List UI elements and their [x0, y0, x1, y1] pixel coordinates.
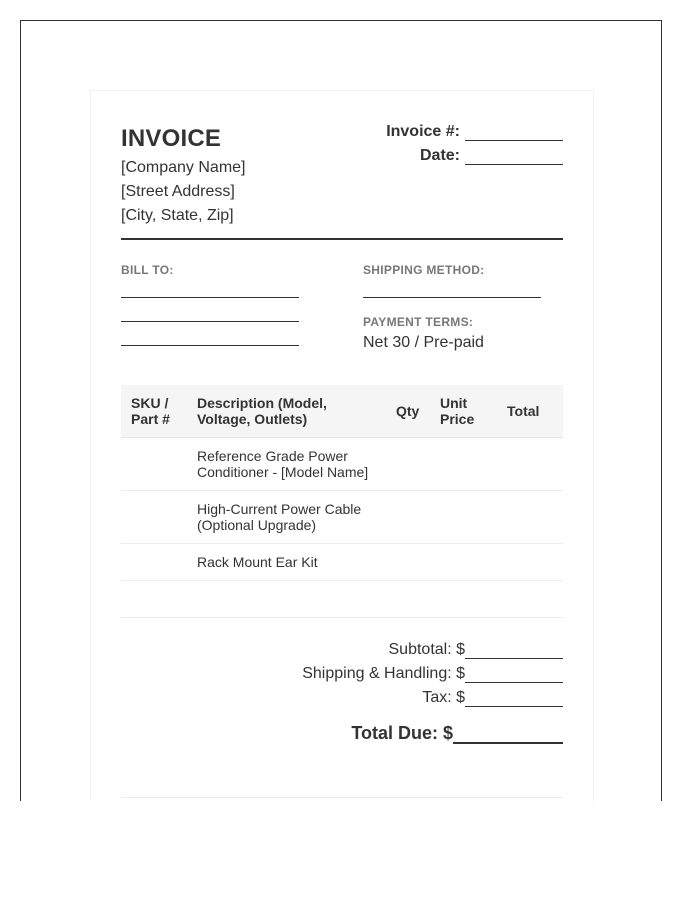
row-description-line-1: High-Current Power Cable [197, 501, 362, 517]
row-description-line-2: (Optional Upgrade) [197, 517, 317, 533]
company-name: [Company Name] [121, 159, 246, 176]
invoice-number-blank [465, 126, 563, 141]
payment-terms-label: PAYMENT TERMS: [363, 315, 474, 329]
invoice-number-row [386, 123, 563, 141]
header-description-line-1: Description (Model, [197, 395, 327, 411]
bill-to-line-1 [121, 297, 299, 298]
shipping-blank [465, 668, 563, 683]
page-viewport [20, 20, 662, 801]
row-description-line-1: Rack Mount Ear Kit [197, 554, 318, 570]
header-sku [131, 395, 170, 427]
shipping-label: Shipping & Handling: $ [302, 665, 465, 682]
header-description [197, 395, 327, 427]
header-unit-price-line-1: Unit [440, 395, 468, 411]
bill-to-line-3 [121, 345, 299, 346]
date-label: Date: [419, 147, 460, 164]
invoice-content [121, 91, 563, 801]
header-unit-price [440, 395, 474, 427]
tax-blank [465, 692, 563, 707]
invoice-sheet [90, 90, 594, 801]
header-unit-price-line-2: Price [440, 411, 475, 427]
shipping-method-line [363, 297, 541, 298]
bill-to-label: BILL TO: [121, 263, 174, 277]
bill-to-line-2 [121, 321, 299, 322]
row-description-line-2: Conditioner - [Model Name] [197, 464, 369, 480]
header-total: Total [507, 403, 540, 419]
table-row [121, 491, 563, 544]
table-row [121, 438, 563, 491]
total-due-label: Total Due: $ [351, 723, 453, 743]
tax-row [422, 689, 563, 707]
date-row [420, 147, 563, 165]
total-due-blank [453, 726, 563, 744]
invoice-number-label: Invoice #: [386, 123, 460, 140]
row-description [197, 501, 377, 533]
shipping-method-label: SHIPPING METHOD: [363, 263, 485, 277]
header-sku-line-2: Part # [131, 411, 170, 427]
shipping-row [302, 665, 563, 683]
items-table [121, 385, 563, 618]
subtotal-row [389, 641, 564, 659]
row-description [197, 554, 377, 570]
tax-label: Tax: $ [422, 689, 465, 706]
header-divider [121, 238, 563, 240]
table-row [121, 544, 563, 581]
header-sku-line-1: SKU / [131, 395, 169, 411]
header-description-line-2: Voltage, Outlets) [197, 411, 308, 427]
city-state-zip: [City, State, Zip] [121, 207, 234, 224]
payment-terms-value: Net 30 / Pre-paid [363, 334, 484, 351]
street-address: [Street Address] [121, 183, 235, 200]
total-due-row [351, 723, 563, 744]
table-row [121, 581, 563, 618]
date-blank [465, 150, 563, 165]
header-qty: Qty [396, 403, 420, 419]
subtotal-blank [465, 644, 563, 659]
row-description-line-1: Reference Grade Power [197, 448, 348, 464]
subtotal-label: Subtotal: $ [388, 641, 465, 658]
row-description [197, 448, 377, 480]
invoice-title: INVOICE [121, 125, 222, 152]
footer-divider [121, 797, 563, 798]
table-header [121, 385, 563, 438]
